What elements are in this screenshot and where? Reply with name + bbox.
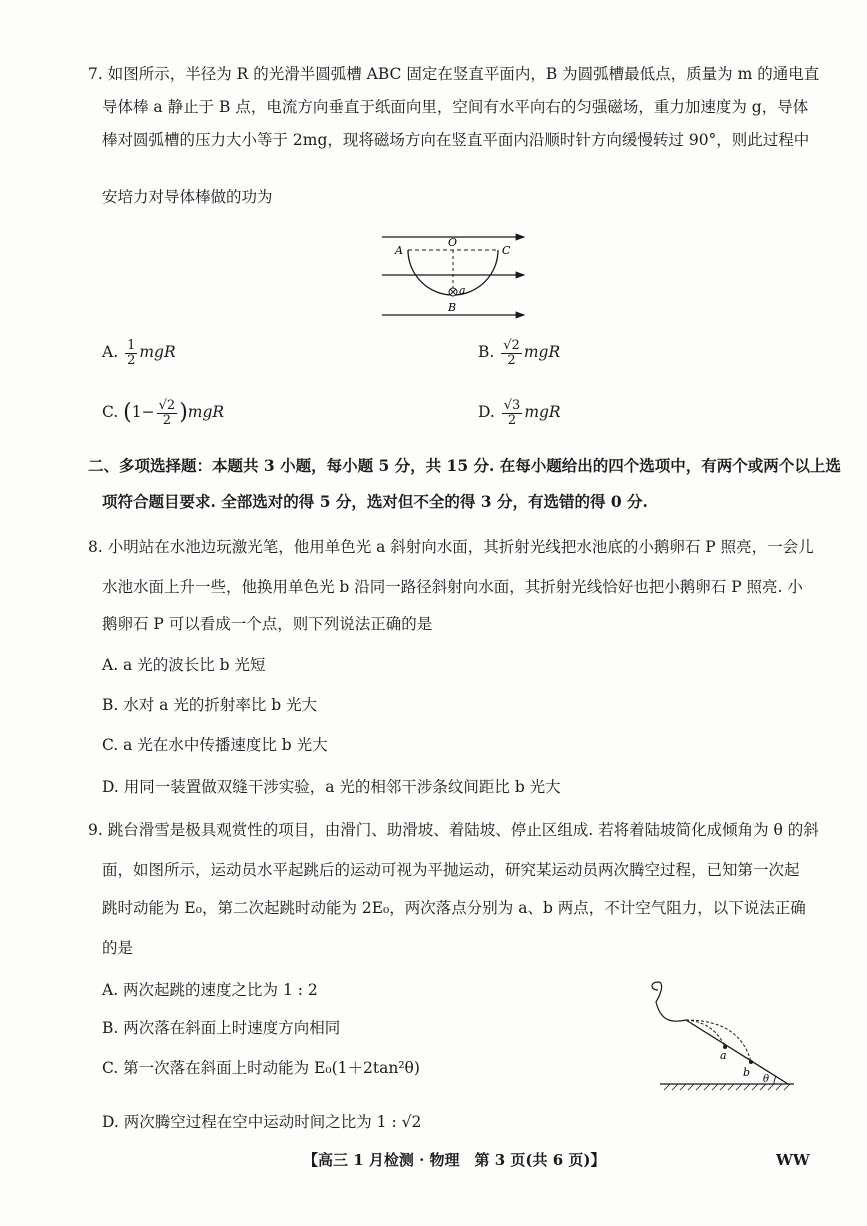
label-a: a: [459, 284, 466, 297]
label-B: B: [448, 301, 457, 314]
q8-option-b[interactable]: B. 水对 a 光的折射率比 b 光大: [102, 696, 318, 714]
label-O: O: [448, 236, 458, 249]
q7-option-a[interactable]: A. $\frac{1}{2}$ mgR: [102, 337, 176, 368]
q9-option-c[interactable]: C. 第一次落在斜面上时动能为 E₀(1＋2tan²θ): [102, 1059, 420, 1077]
label-a: a: [720, 1049, 727, 1062]
fraction: $\frac{1}{2}$: [127, 337, 136, 368]
q8-option-a[interactable]: A. a 光的波长比 b 光短: [102, 656, 266, 674]
q9-option-b[interactable]: B. 两次落在斜面上时速度方向相同: [102, 1019, 341, 1037]
q9-line-3: 跳时动能为 E₀，第二次起跳时动能为 2E₀，两次落点分别为 a、b 两点，不计空气阻力，以下说法正确: [102, 899, 806, 917]
label-b: b: [743, 1066, 751, 1079]
q7-option-c[interactable]: C. (1− $\frac{√2}{2}$ )mgR: [102, 397, 225, 428]
fraction: $\frac{√3}{2}$: [503, 397, 521, 428]
fraction: $\frac{√2}{2}$: [158, 397, 176, 428]
page-footer: 【高三 1 月检测 · 物理 第 3 页(共 6 页)】: [303, 1151, 606, 1169]
q8-line-2: 水池水面上升一些，他换用单色光 b 沿同一路径斜射向水面，其折射光线恰好也把小鹅卵石 P 照亮. 小: [102, 578, 803, 596]
q7-diagram: [378, 225, 530, 325]
q9-option-a[interactable]: A. 两次起跳的速度之比为 1 : 2: [102, 981, 318, 999]
landing-slope: [686, 1020, 788, 1084]
fraction: $\frac{√2}{2}$: [503, 337, 520, 368]
q7-line-3: 棒对圆弧槽的压力大小等于 2mg，现将磁场方向在竖直平面内沿顺时针方向缓慢转过 90°，则此过程中: [102, 131, 810, 149]
q9-ski-jump-diagram: [648, 978, 798, 1098]
q7-option-b[interactable]: B. $\frac{√2}{2}$ mgR: [478, 337, 561, 368]
section-2-line-1: 二、多项选择题：本题共 3 小题，每小题 5 分，共 15 分. 在每小题给出的四个选项中，有两个或两个以上选: [88, 456, 841, 475]
q8-line-1: 8. 小明站在水池边玩激光笔，他用单色光 a 斜射向水面，其折射光线把水池底的小鹅卵石 P 照亮，一会儿: [88, 538, 814, 556]
angle-arc: [774, 1077, 776, 1085]
q9-option-d[interactable]: D. 两次腾空过程在空中运动时间之比为 1 : √2: [102, 1113, 422, 1131]
q8-option-d[interactable]: D. 用同一装置做双缝干涉实验，a 光的相邻干涉条纹间距比 b 光大: [102, 778, 561, 796]
q9-line-4: 的是: [102, 939, 134, 957]
q7-line-4: 安培力对导体棒做的功为: [102, 188, 273, 206]
q9-line-2: 面，如图所示，运动员水平起跳后的运动可视为平抛运动，研究某运动员两次腾空过程，已知第一次起: [102, 861, 800, 879]
ramp-curve: [652, 982, 686, 1021]
section-2-line-2: 项符合题目要求. 全部选对的得 5 分，选对但不全的得 3 分，有选错的得 0 分.: [102, 492, 648, 511]
q7-line-2: 导体棒 a 静止于 B 点，电流方向垂直于纸面向里，空间有水平向右的匀强磁场，重力加速度为 g，导体: [102, 98, 809, 116]
ground-hatching: [664, 1084, 790, 1090]
label-A: A: [395, 244, 403, 257]
label-C: C: [502, 244, 511, 257]
q7-line-1: 7. 如图所示，半径为 R 的光滑半圆弧槽 ABC 固定在竖直平面内，B 为圆弧槽最低点，质量为 m 的通电直: [88, 65, 820, 83]
q8-option-c[interactable]: C. a 光在水中传播速度比 b 光大: [102, 736, 328, 754]
q9-line-1: 9. 跳台滑雪是极具观赏性的项目，由滑门、助滑坡、着陆坡、停止区组成. 若将着陆坡简化成倾角为 θ 的斜: [88, 821, 819, 839]
page-code: WW: [776, 1151, 810, 1169]
q8-line-3: 鹅卵石 P 可以看成一个点，则下列说法正确的是: [102, 615, 433, 633]
label-theta: θ: [763, 1074, 770, 1085]
q7-option-d[interactable]: D. $\frac{√3}{2}$ mgR: [478, 397, 561, 428]
